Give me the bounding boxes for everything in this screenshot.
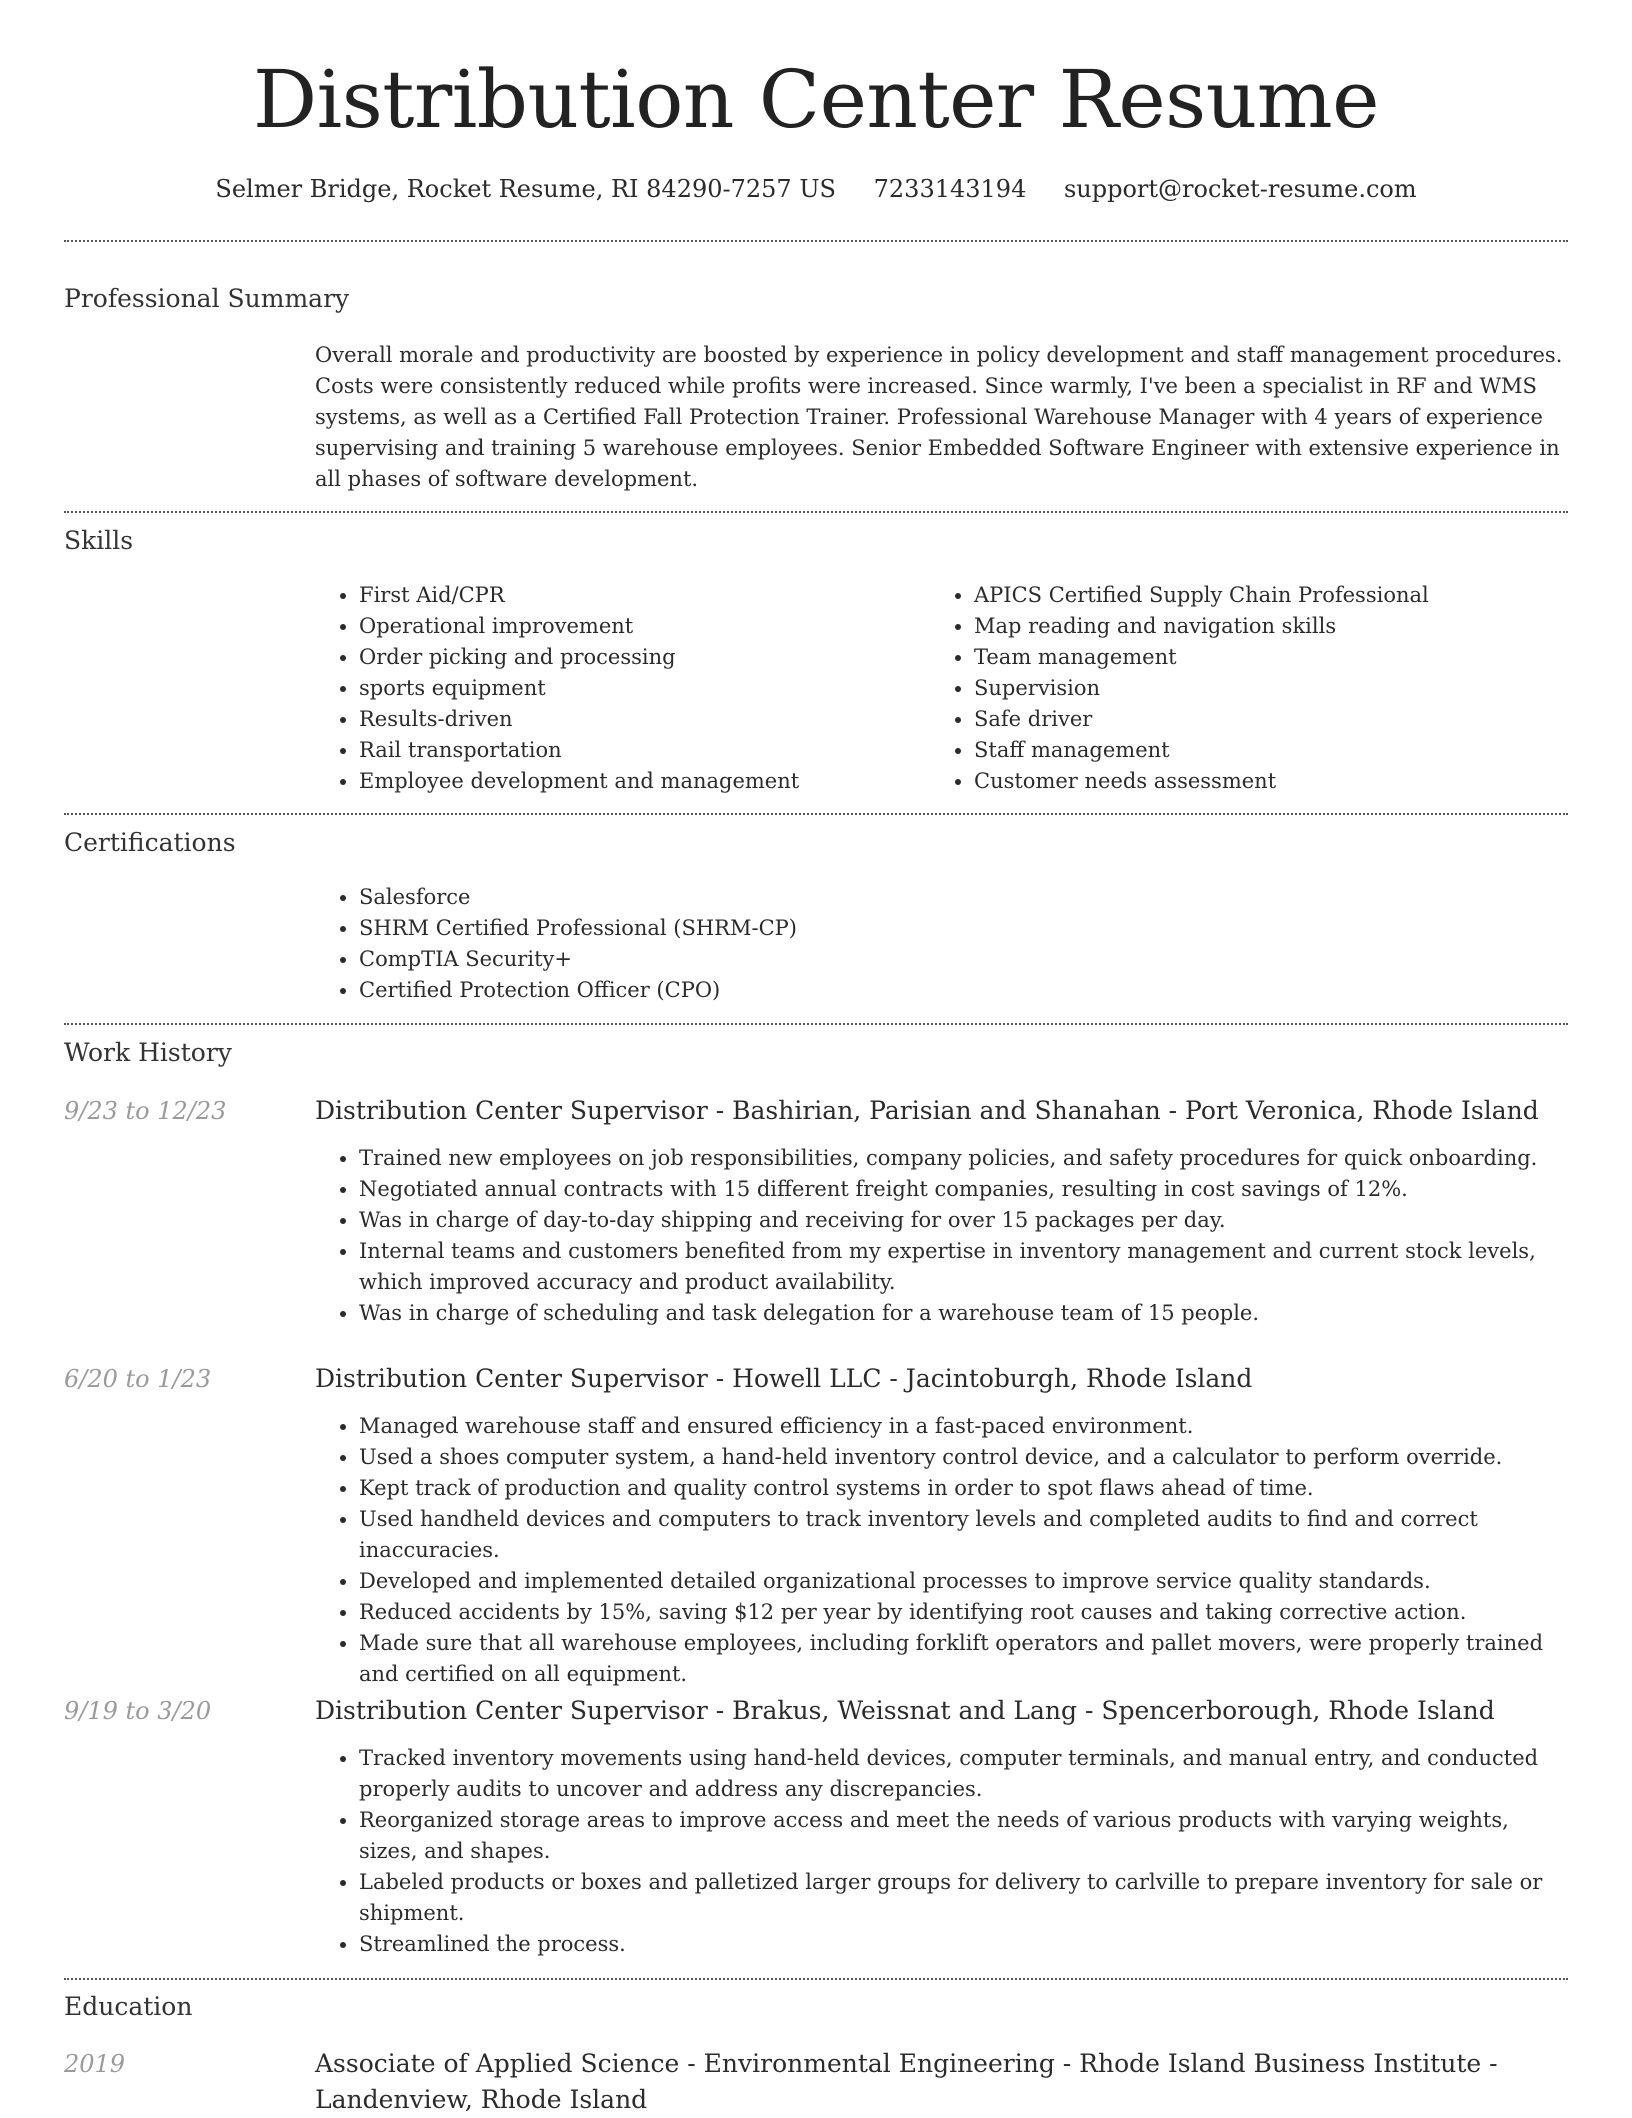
summary-text: Overall morale and productivity are boosted by experience in policy development and staff management procedures. Costs were consistently reduced while profits were increased. Since warmly, I've been a specialist in RF and WMS systems, as well as a Certified Fall Protection Trainer. Professional Warehouse Manager with 4 years of experience supervising and training 5 warehouse employees. Senior Embedded Software Engineer with extensive experience in all phases of software development. — [315, 343, 1563, 491]
skill-item: • Order picking and processing — [359, 642, 915, 673]
responsibility-item: • Kept track of production and quality control systems in order to spot flaws ahead of time. — [359, 1473, 1568, 1504]
responsibility-item: • Reorganized storage areas to improve access and meet the needs of various products with varying weights, sizes, and shapes. — [359, 1805, 1568, 1867]
job-dates: 9/23 to 12/23 — [64, 1097, 227, 1125]
divider — [64, 813, 1568, 815]
skill-item: • Safe driver — [974, 704, 1570, 735]
job-dates: 9/19 to 3/20 — [64, 1697, 212, 1725]
responsibility-item: • Made sure that all warehouse employees, including forklift operators and pallet movers, were properly trained and certified on all equipment. — [359, 1628, 1568, 1690]
certification-item: • Salesforce — [359, 882, 1568, 913]
responsibility-item: • Managed warehouse staff and ensured efficiency in a fast-paced environment. — [359, 1411, 1568, 1442]
job-responsibilities — [315, 1143, 1568, 1329]
responsibility-item: • Trained new employees on job responsibilities, company policies, and safety procedures for quick onboarding. — [359, 1143, 1568, 1174]
skill-item: • Operational improvement — [359, 611, 915, 642]
education-year: 2019 — [64, 2050, 126, 2078]
job-responsibilities — [315, 1743, 1568, 1960]
certification-item: • Certified Protection Officer (CPO) — [359, 975, 1568, 1006]
certifications-list — [315, 882, 1568, 1006]
contact-address: Selmer Bridge, Rocket Resume, RI 84290-7257 US — [215, 175, 836, 203]
responsibility-item: • Was in charge of scheduling and task delegation for a warehouse team of 15 people. — [359, 1298, 1568, 1329]
job-responsibilities — [315, 1411, 1568, 1690]
job-title: Distribution Center Supervisor - Brakus, Weissnat and Lang - Spencerborough, Rhode Island — [315, 1696, 1495, 1725]
responsibility-item: • Internal teams and customers benefited from my expertise in inventory management and current stock levels, which improved accuracy and product availability. — [359, 1236, 1568, 1298]
skills-heading: Skills — [64, 526, 134, 555]
divider — [64, 1978, 1568, 1980]
divider — [64, 1023, 1568, 1025]
certification-item: • SHRM Certified Professional (SHRM-CP) — [359, 913, 1568, 944]
divider — [64, 240, 1568, 242]
responsibility-item: • Negotiated annual contracts with 15 different freight companies, resulting in cost savings of 12%. — [359, 1174, 1568, 1205]
summary-heading: Professional Summary — [64, 284, 350, 313]
skills-list — [315, 580, 1568, 800]
divider — [64, 511, 1568, 513]
skill-item: • Team management — [974, 642, 1570, 673]
skill-item: • APICS Certified Supply Chain Professional — [974, 580, 1570, 611]
responsibility-item: • Used a shoes computer system, a hand-held inventory control device, and a calculator to perform override. — [359, 1442, 1568, 1473]
responsibility-item: • Developed and implemented detailed organizational processes to improve service quality standards. — [359, 1566, 1568, 1597]
skill-item: • Employee development and management — [359, 766, 915, 797]
job-title: Distribution Center Supervisor - Howell LLC - Jacintoburgh, Rhode Island — [315, 1364, 1253, 1393]
resume-title: Distribution Center Resume — [253, 53, 1379, 146]
responsibility-item: • Was in charge of day-to-day shipping and receiving for over 15 packages per day. — [359, 1205, 1568, 1236]
responsibility-item: • Tracked inventory movements using hand-held devices, computer terminals, and manual entry, and conducted properly audits to uncover and address any discrepancies. — [359, 1743, 1568, 1805]
certifications-heading: Certifications — [64, 828, 236, 857]
responsibility-item: • Used handheld devices and computers to track inventory levels and completed audits to find and correct inaccuracies. — [359, 1504, 1568, 1566]
contact-phone[interactable]: 7233143194 — [873, 175, 1027, 203]
education-title: Associate of Applied Science - Environmental Engineering - Rhode Island Business Institute - Landenview, Rhode Island — [315, 2049, 1498, 2114]
work-history-heading: Work History — [64, 1038, 232, 1067]
skills-column-left — [315, 580, 915, 797]
skill-item: • Results-driven — [359, 704, 915, 735]
responsibility-item: • Reduced accidents by 15%, saving $12 per year by identifying root causes and taking corrective action. — [359, 1597, 1568, 1628]
certification-item: • CompTIA Security+ — [359, 944, 1568, 975]
education-heading: Education — [64, 1992, 193, 2021]
skill-item: • Rail transportation — [359, 735, 915, 766]
skills-column-right — [930, 580, 1570, 797]
responsibility-item: • Streamlined the process. — [359, 1929, 1568, 1960]
contact-email[interactable]: support@rocket-resume.com — [1063, 175, 1417, 203]
skill-item: • Staff management — [974, 735, 1570, 766]
job-dates: 6/20 to 1/23 — [64, 1365, 212, 1393]
skill-item: • Customer needs assessment — [974, 766, 1570, 797]
responsibility-item: • Labeled products or boxes and palletized larger groups for delivery to carlville to prepare inventory for sale or shipment. — [359, 1867, 1568, 1929]
skill-item: • First Aid/CPR — [359, 580, 915, 611]
skill-item: • Map reading and navigation skills — [974, 611, 1570, 642]
job-title: Distribution Center Supervisor - Bashirian, Parisian and Shanahan - Port Veronica, Rhode Island — [315, 1096, 1539, 1125]
skill-item: • sports equipment — [359, 673, 915, 704]
contact-line — [64, 170, 1568, 208]
skill-item: • Supervision — [974, 673, 1570, 704]
